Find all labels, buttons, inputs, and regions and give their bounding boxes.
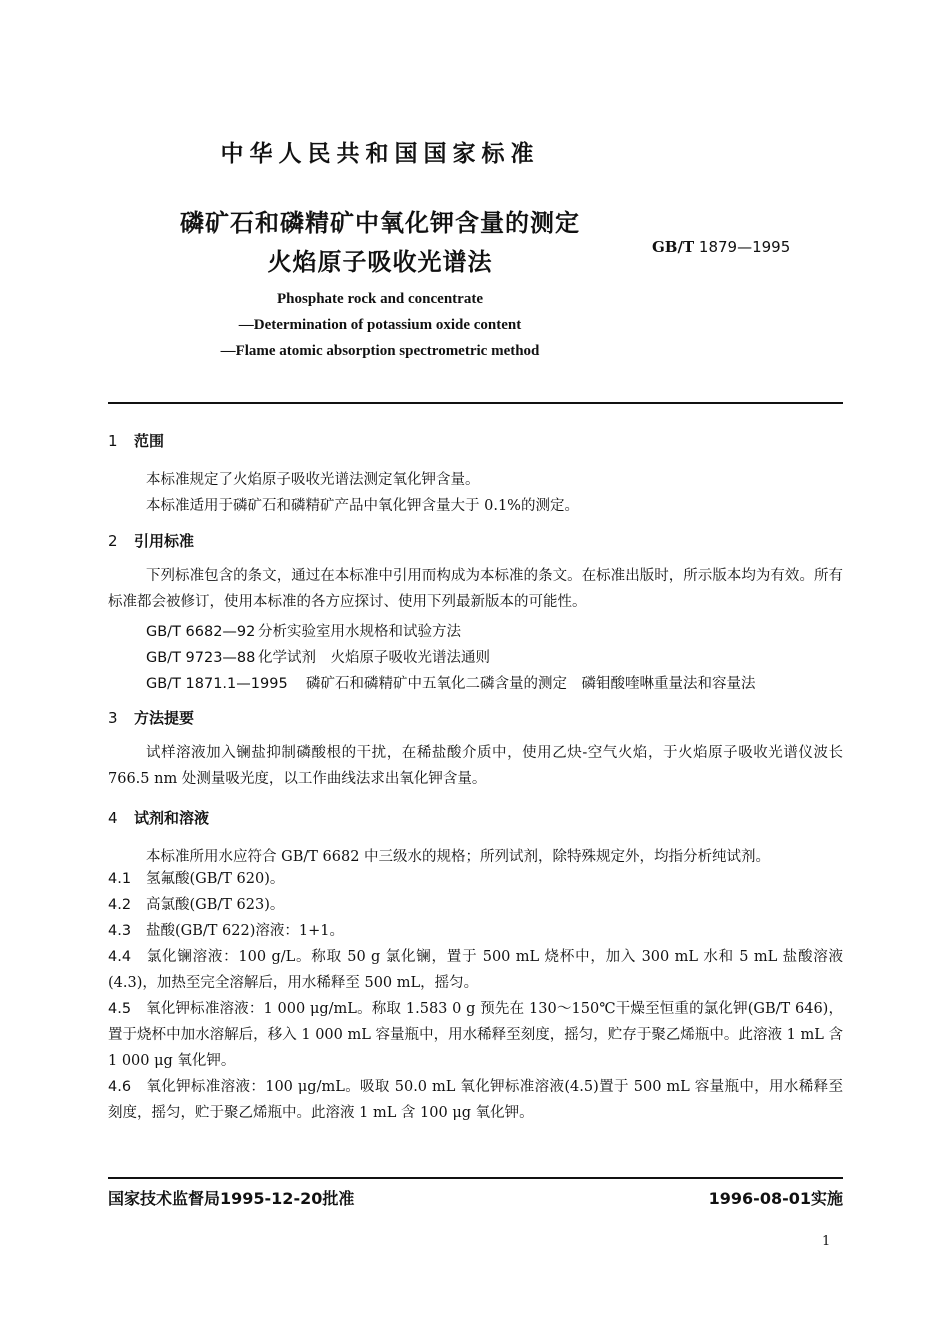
item-number: 4.3 bbox=[108, 923, 132, 939]
item-number: 4.1 bbox=[108, 871, 132, 887]
item-number: 4.6 bbox=[108, 1079, 132, 1095]
item-text: 高氯酸(GB/T 623)。 bbox=[146, 897, 285, 913]
approval-date: 国家技术监督局1995-12-20批准 bbox=[108, 1189, 355, 1208]
item-text: 氢氟酸(GB/T 620)。 bbox=[146, 871, 285, 887]
section-title: 范围 bbox=[134, 432, 165, 450]
item-text: 氧化钾标准溶液：100 μg/mL。吸取 50.0 mL 氧化钾标准溶液(4.5)置于 500 mL 容量瓶中，用水稀释至刻度，摇匀，贮于聚乙烯瓶中。此溶液 1 mL 含 100 μg 氧化钾。 bbox=[108, 1079, 843, 1121]
section-2-heading bbox=[108, 530, 194, 551]
page-number: 1 bbox=[822, 1234, 831, 1249]
reference-title: 化学试剂 火焰原子吸收光谱法通则 bbox=[258, 650, 490, 666]
reagent-item bbox=[108, 866, 843, 892]
section-number: 4 bbox=[108, 809, 118, 827]
english-title-line3: —Flame atomic absorption spectrometric method bbox=[220, 343, 540, 359]
section-title: 试剂和溶液 bbox=[134, 809, 210, 827]
section-1-paragraph-2: 本标准适用于磷矿石和磷精矿产品中氧化钾含量大于 0.1%的测定。 bbox=[146, 498, 579, 514]
reference-code: GB/T 6682—92 bbox=[146, 624, 256, 640]
section-title: 方法提要 bbox=[134, 709, 195, 727]
item-text: 氯化镧溶液：100 g/L。称取 50 g 氯化镧，置于 500 mL 烧杯中，加入 300 mL 水和 5 mL 盐酸溶液(4.3)，加热至完全溶解后，用水稀释至 500 mL，摇匀。 bbox=[108, 949, 843, 991]
item-number: 4.2 bbox=[108, 897, 132, 913]
reagent-item bbox=[108, 944, 843, 996]
reagent-item bbox=[108, 1074, 843, 1126]
standard-code-number: 1879—1995 bbox=[698, 238, 791, 256]
header-divider bbox=[108, 402, 843, 404]
section-3-heading bbox=[108, 707, 194, 728]
document-title-line1: 磷矿石和磷精矿中氧化钾含量的测定 bbox=[180, 209, 580, 237]
document-title-line2: 火焰原子吸收光谱法 bbox=[267, 248, 493, 276]
section-number: 2 bbox=[108, 532, 118, 550]
reagent-item bbox=[108, 918, 843, 944]
reference-title: 磷矿石和磷精矿中五氧化二磷含量的测定 磷钼酸喹啉重量法和容量法 bbox=[306, 676, 756, 692]
national-standard-heading: 中华人民共和国国家标准 bbox=[220, 141, 540, 167]
section-title: 引用标准 bbox=[134, 532, 195, 550]
section-4-heading bbox=[108, 807, 209, 828]
reference-code: GB/T 1871.1—1995 bbox=[146, 676, 288, 692]
standard-code bbox=[652, 238, 790, 256]
footer-divider bbox=[108, 1177, 843, 1179]
english-title-line2: —Determination of potassium oxide content bbox=[238, 317, 522, 333]
section-number: 3 bbox=[108, 709, 118, 727]
reference-title: 分析实验室用水规格和试验方法 bbox=[258, 624, 461, 640]
section-1-heading bbox=[108, 430, 164, 451]
reference-code: GB/T 9723—88 bbox=[146, 650, 256, 666]
item-text: 氧化钾标准溶液：1 000 μg/mL。称取 1.583 0 g 预先在 130～150℃干燥至恒重的氯化钾(GB/T 646)，置于烧杯中加水溶解后，移入 1 000 mL 容量瓶中，用水稀释至刻度，摇匀，贮存于聚乙烯瓶中。此溶液 1 mL 含 1 000 μg 氧化钾。 bbox=[108, 1001, 843, 1069]
reference-item bbox=[146, 620, 461, 641]
reference-item bbox=[146, 672, 756, 693]
reagent-item bbox=[108, 892, 843, 918]
reagent-item bbox=[108, 996, 843, 1074]
section-number: 1 bbox=[108, 432, 118, 450]
effective-date: 1996-08-01实施 bbox=[708, 1189, 843, 1208]
item-number: 4.4 bbox=[108, 949, 132, 965]
english-title-line1: Phosphate rock and concentrate bbox=[277, 291, 483, 307]
section-1-paragraph-1: 本标准规定了火焰原子吸收光谱法测定氧化钾含量。 bbox=[146, 472, 480, 488]
section-2-paragraph: 下列标准包含的条文，通过在本标准中引用而构成为本标准的条文。在标准出版时，所示版本均为有效。所有标准都会被修订，使用本标准的各方应探讨、使用下列最新版本的可能性。 bbox=[108, 568, 843, 610]
standard-code-prefix: GB/T bbox=[652, 238, 695, 256]
item-number: 4.5 bbox=[108, 1001, 132, 1017]
section-3-paragraph: 试样溶液加入镧盐抑制磷酸根的干扰，在稀盐酸介质中，使用乙炔-空气火焰，于火焰原子吸收光谱仪波长 766.5 nm 处测量吸光度，以工作曲线法求出氧化钾含量。 bbox=[108, 745, 843, 787]
reference-item bbox=[146, 646, 490, 667]
section-4-paragraph: 本标准所用水应符合 GB/T 6682 中三级水的规格；所列试剂，除特殊规定外，均指分析纯试剂。 bbox=[146, 849, 771, 865]
item-text: 盐酸(GB/T 622)溶液：1+1。 bbox=[146, 923, 344, 939]
